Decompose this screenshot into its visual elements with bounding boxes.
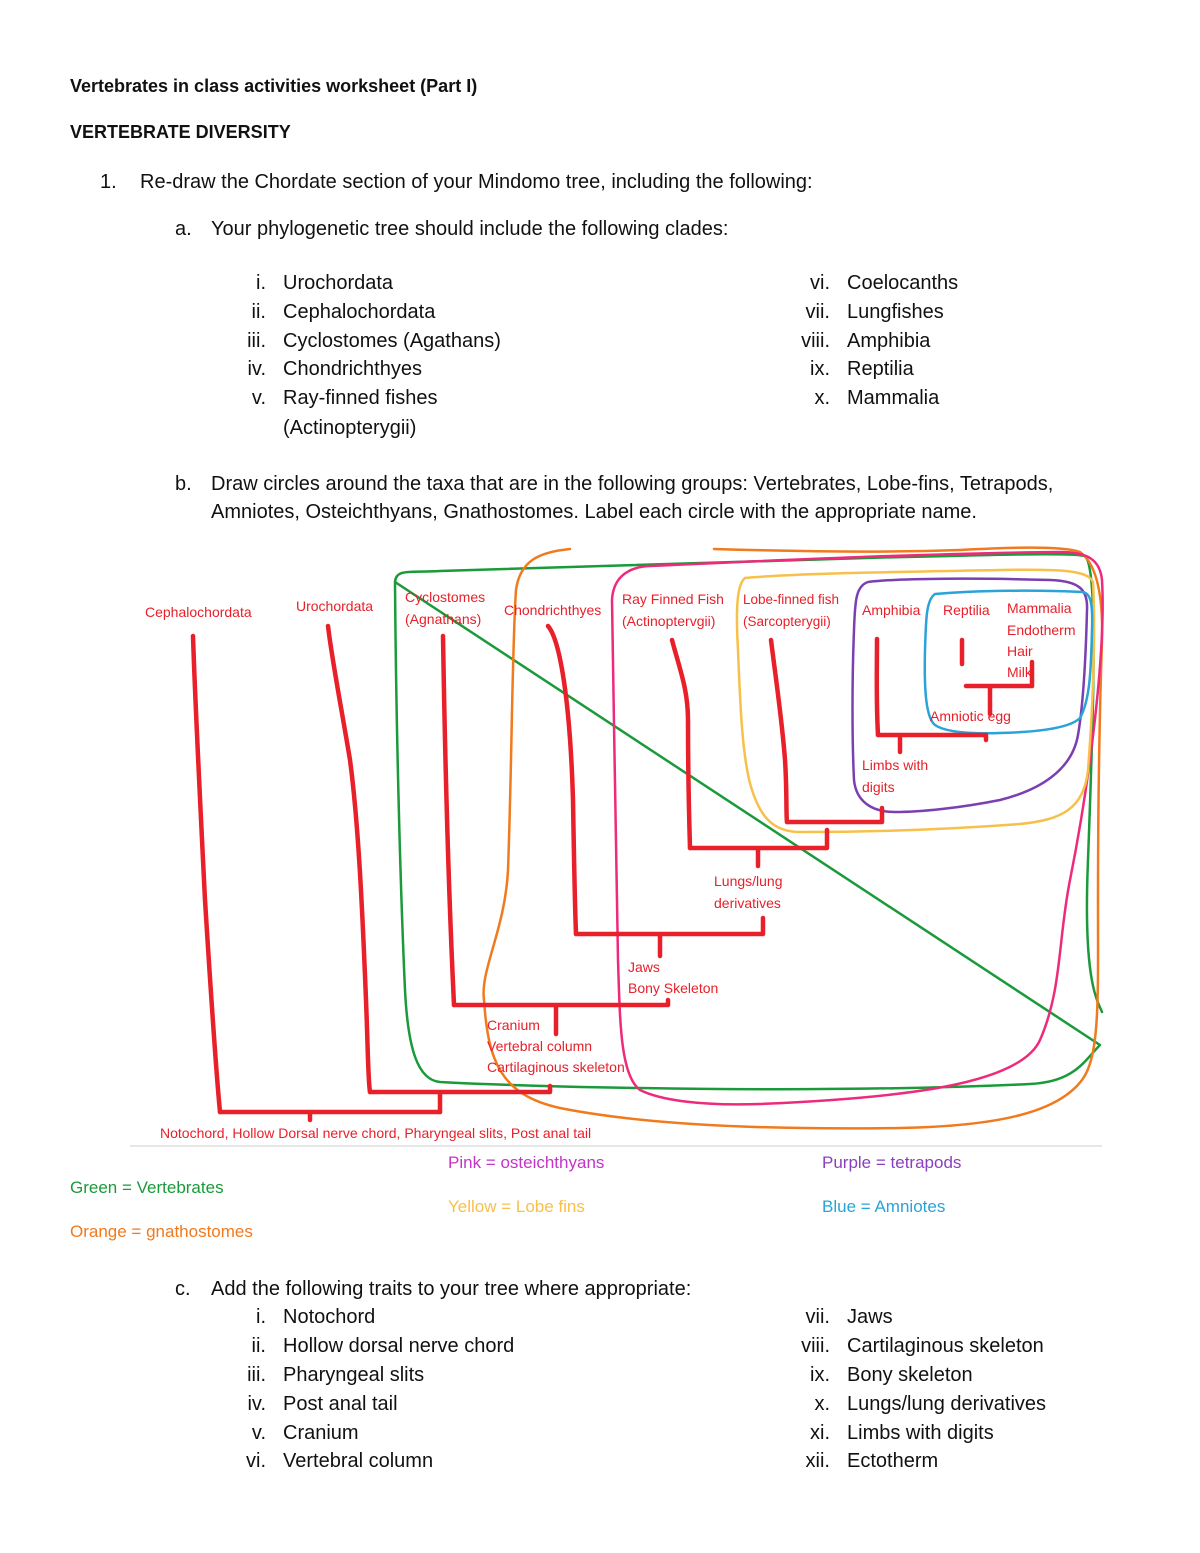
vertebrates-outline [395, 554, 1102, 1089]
legend-green: Green = Vertebrates [70, 1178, 224, 1197]
list-number: viii. [801, 330, 830, 352]
list-number: x. [814, 387, 830, 409]
legend-purple: Purple = tetrapods [822, 1153, 962, 1172]
trait-jaws: Jaws [628, 959, 660, 975]
list-number: vi. [246, 1450, 266, 1472]
taxon-urochordata: Urochordata [296, 598, 374, 614]
list-label: Urochordata [283, 272, 394, 294]
question-a-number: a. [175, 218, 192, 240]
list-label: Chondrichthyes [283, 358, 422, 380]
list-label: Amphibia [847, 330, 931, 352]
taxon-chondrichthyes: Chondrichthyes [504, 602, 602, 618]
list-label: Pharyngeal slits [283, 1364, 425, 1386]
list-label: Vertebral column [283, 1450, 434, 1472]
taxon-rayfinned-sub: (Actinoptervgii) [622, 613, 716, 629]
list-number: ii. [251, 301, 266, 323]
taxon-lobefinned: Lobe-finned fish [743, 592, 840, 607]
list-number: ix. [810, 1364, 830, 1386]
question-c-number: c. [175, 1278, 191, 1300]
list-label: (Actinopterygii) [283, 417, 417, 439]
trait-limbs-digits: digits [862, 779, 895, 795]
list-label: Lungfishes [847, 301, 944, 323]
node-jaws [576, 918, 763, 956]
trait-lungs: Lungs/lung [714, 873, 783, 889]
trait-endotherm: Endotherm [1007, 622, 1076, 638]
trait-hair: Hair [1007, 643, 1033, 659]
trait-amniotic-egg: Amniotic egg [930, 708, 1011, 724]
question-1-number: 1. [100, 171, 117, 193]
legend-yellow: Yellow = Lobe fins [448, 1197, 585, 1216]
list-number: viii. [801, 1335, 830, 1357]
trait-labels [160, 708, 1011, 1141]
branch-chondrichthyes [548, 626, 576, 934]
legend-blue: Blue = Amniotes [822, 1197, 946, 1216]
list-number: iii. [247, 330, 266, 352]
list-number: ix. [810, 358, 830, 380]
node-lungs [690, 830, 827, 866]
taxon-reptilia: Reptilia [943, 602, 990, 618]
question-a-text: Your phylogenetic tree should include the following clades: [211, 218, 729, 240]
list-label: Ray-finned fishes [283, 387, 438, 409]
question-b-line-2: Amniotes, Osteichthyans, Gnathostomes. Label each circle with the appropriate name. [211, 501, 977, 523]
trait-vertebral-column: Vertebral column [487, 1038, 593, 1054]
list-label: Jaws [847, 1306, 893, 1328]
node-tetrapod [878, 735, 986, 752]
trait-milk: Milk [1007, 664, 1032, 680]
branch-urochordata [328, 626, 370, 1092]
section-heading: VERTEBRATE DIVERSITY [70, 122, 291, 142]
trait-cartilaginous-skeleton: Cartilaginous skeleton [487, 1059, 625, 1075]
list-number: xi. [810, 1422, 830, 1444]
question-1-text: Re-draw the Chordate section of your Mindomo tree, including the following: [140, 171, 813, 193]
list-number: v. [251, 1422, 266, 1444]
list-label: Coelocanths [847, 272, 959, 294]
node-lobefin [787, 808, 882, 822]
list-number: ii. [251, 1335, 266, 1357]
list-number: vii. [805, 301, 830, 323]
question-c-text: Add the following traits to your tree where appropriate: [211, 1278, 692, 1300]
list-label: Cranium [283, 1422, 359, 1444]
taxon-amphibia: Amphibia [862, 602, 921, 618]
branch-cephalochordata [193, 636, 220, 1112]
trait-limbs: Limbs with [862, 757, 929, 773]
question-c [175, 1278, 692, 1301]
list-label: Hollow dorsal nerve chord [283, 1335, 515, 1357]
list-number: vii. [805, 1306, 830, 1328]
taxa-labels [145, 589, 1075, 680]
list-label: Cephalochordata [283, 301, 436, 323]
list-label: Reptilia [847, 358, 914, 380]
page-title: Vertebrates in class activities worksheet (Part I) [70, 76, 478, 96]
list-number: v. [251, 387, 266, 409]
list-number: i. [256, 272, 266, 294]
list-label: Bony skeleton [847, 1364, 973, 1386]
list-number: iv. [247, 1393, 266, 1415]
taxon-cyclostomes: Cyclostomes [405, 589, 486, 605]
taxon-lobefinned-sub: (Sarcopterygii) [743, 614, 831, 629]
trait-root-chordate: Notochord, Hollow Dorsal nerve chord, Pharyngeal slits, Post anal tail [160, 1125, 592, 1141]
list-number: iii. [247, 1364, 266, 1386]
list-number: iv. [247, 358, 266, 380]
list-label: Mammalia [847, 387, 940, 409]
branch-lobefinned [771, 640, 787, 822]
taxon-rayfinned: Ray Finned Fish [622, 591, 724, 607]
list-label: Limbs with digits [847, 1422, 994, 1444]
taxon-cyclostomes-sub: (Agnathans) [405, 611, 482, 627]
trait-cranium: Cranium [487, 1017, 540, 1033]
question-b-number: b. [175, 473, 192, 495]
trait-bony-skeleton: Bony Skeleton [628, 980, 719, 996]
legend-pink: Pink = osteichthyans [448, 1153, 605, 1172]
node-root [220, 1112, 440, 1120]
list-label: Lungs/lung derivatives [847, 1393, 1047, 1415]
trait-lungs-derivatives: derivatives [714, 895, 781, 911]
branch-amphibia [877, 639, 878, 735]
list-label: Post anal tail [283, 1393, 398, 1415]
branch-cyclostomes [443, 636, 454, 1005]
branch-rayfinned [672, 640, 690, 848]
list-label: Notochord [283, 1306, 376, 1328]
node-cranium [370, 1086, 550, 1112]
list-label: Ectotherm [847, 1450, 939, 1472]
list-number: i. [256, 1306, 266, 1328]
list-number: vi. [810, 272, 830, 294]
taxon-mammalia: Mammalia [1007, 600, 1072, 616]
legend-orange: Orange = gnathostomes [70, 1222, 253, 1241]
list-label: Cyclostomes (Agathans) [283, 330, 501, 352]
taxon-cephalochordata: Cephalochordata [145, 604, 252, 620]
list-number: xii. [805, 1450, 830, 1472]
question-b-line-1: Draw circles around the taxa that are in the following groups: Vertebrates, Lobe-fins, Tetrapods, [211, 473, 1054, 495]
list-number: x. [814, 1393, 830, 1415]
list-label: Cartilaginous skeleton [847, 1335, 1044, 1357]
